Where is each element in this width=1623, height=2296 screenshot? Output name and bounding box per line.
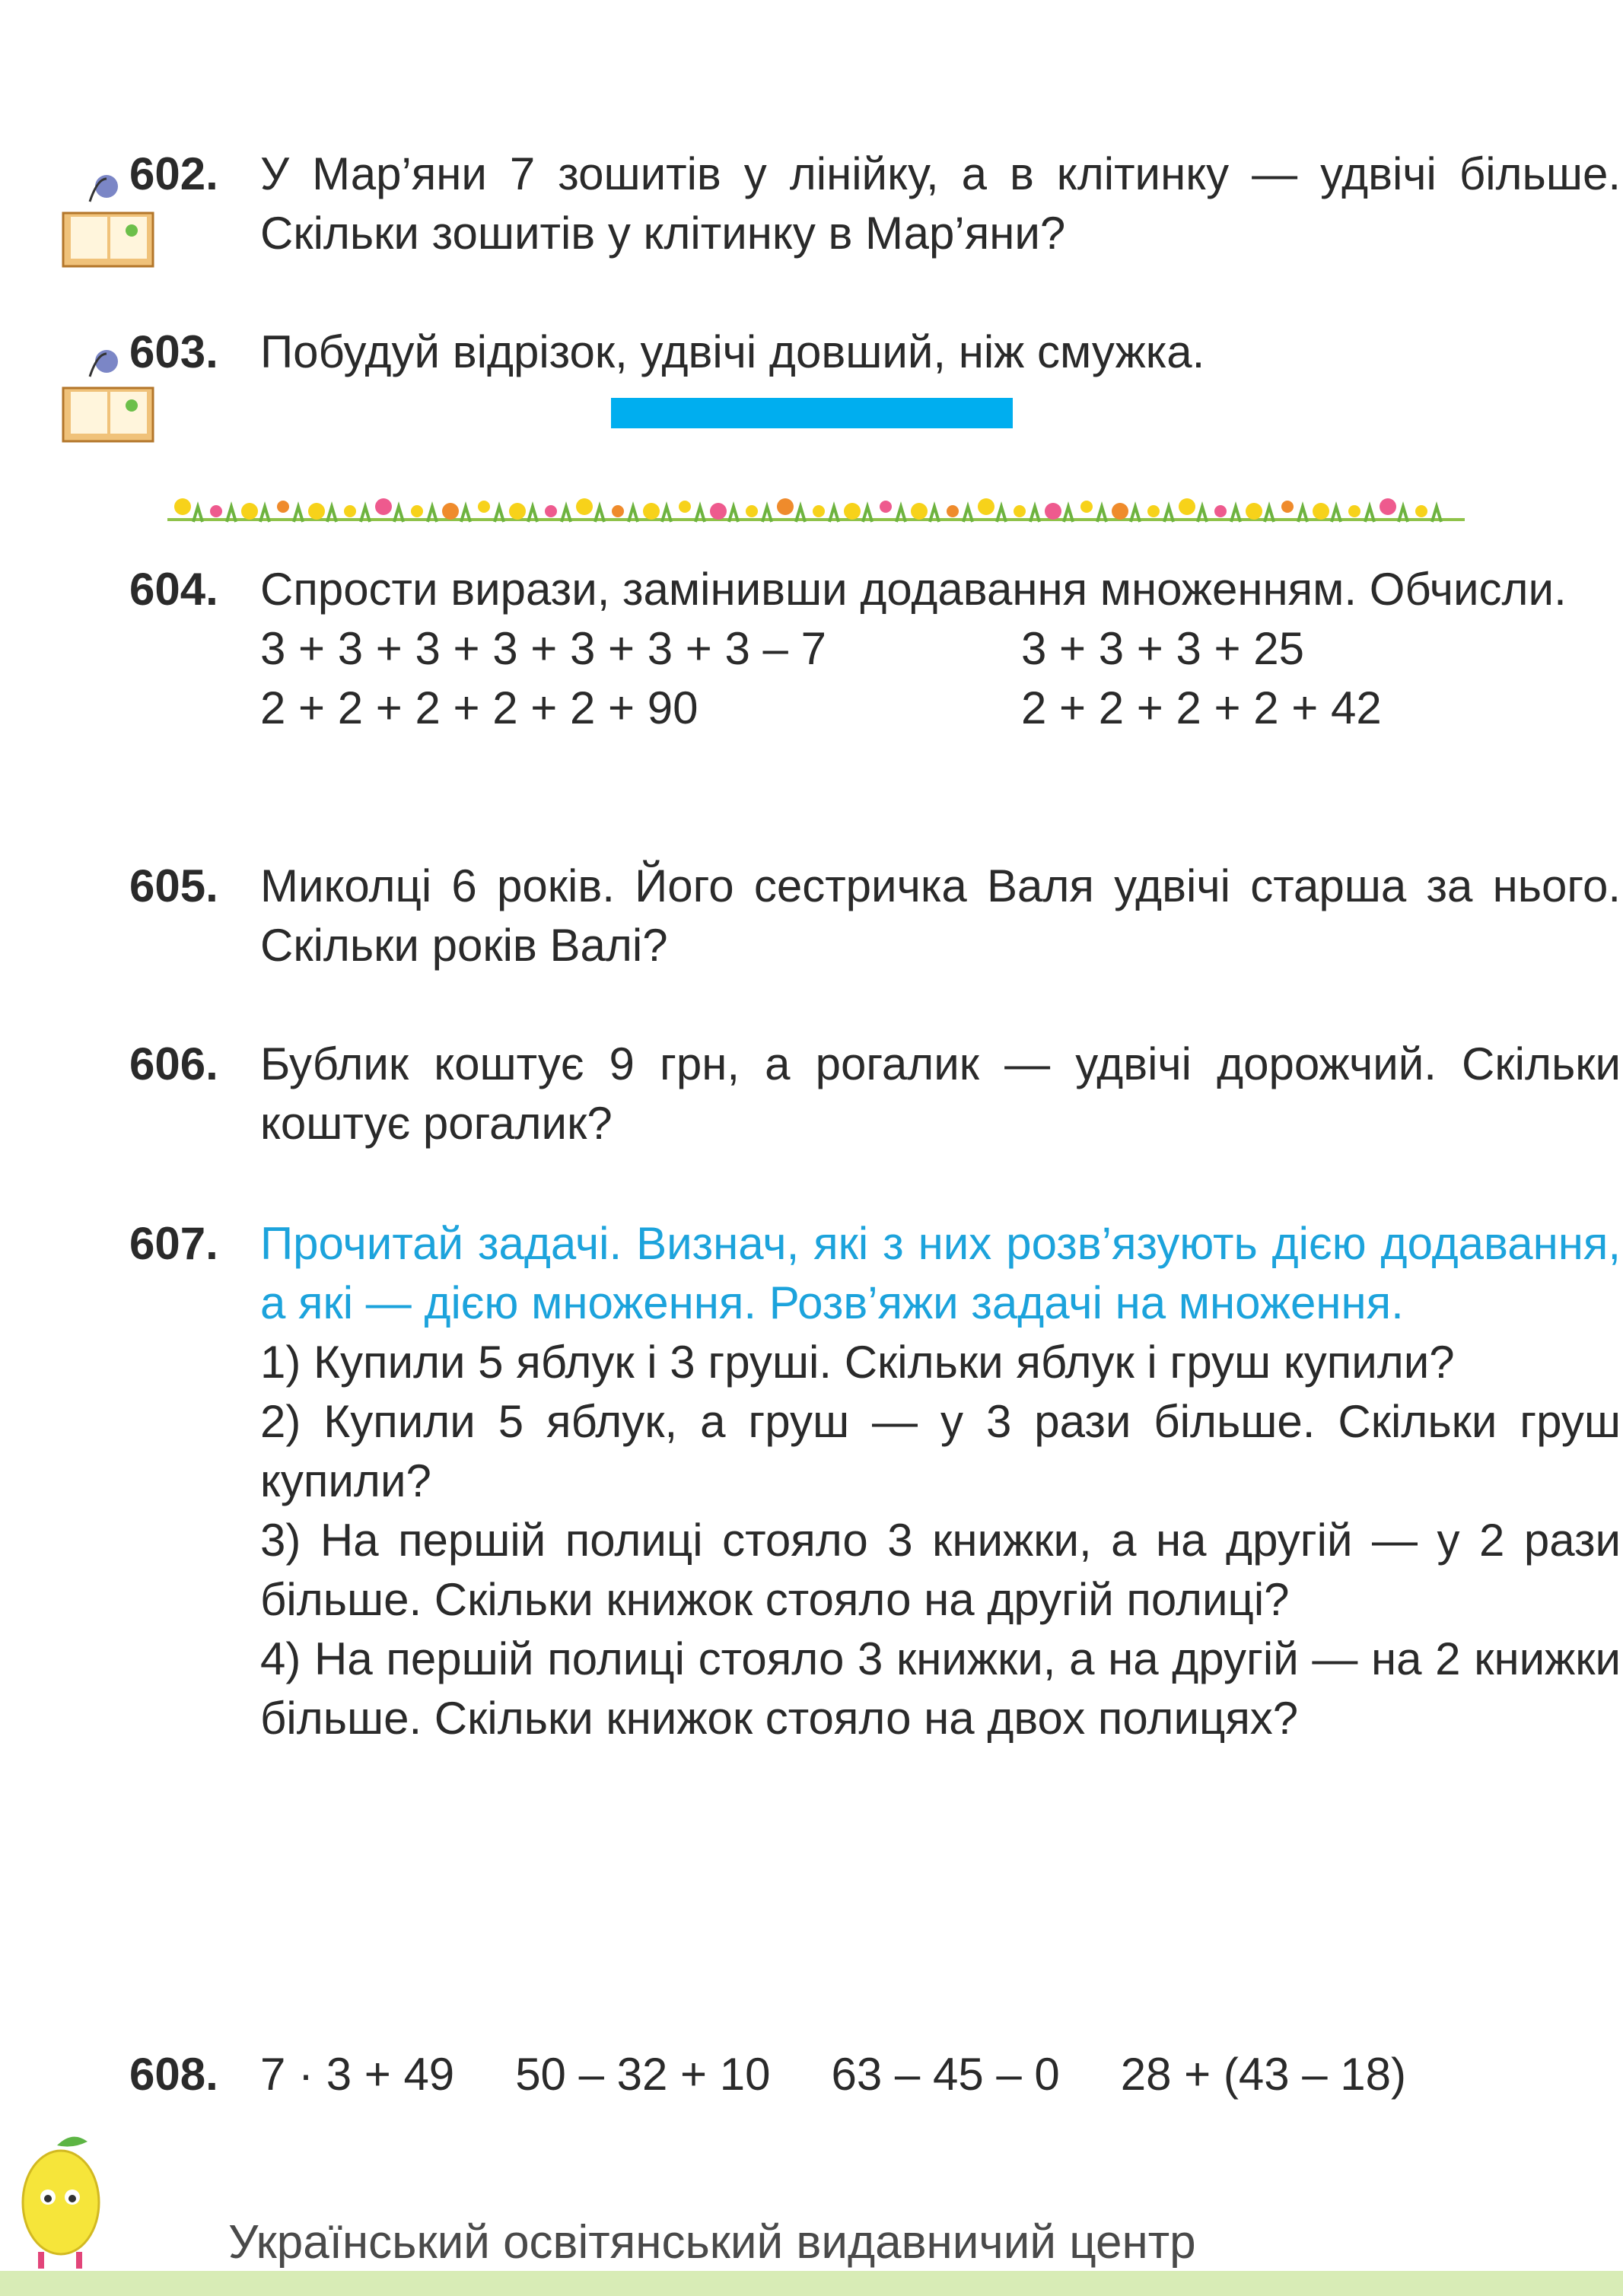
task-text: Бублик коштує 9 грн, а рогалик — удвічі дорожчий. Скільки коштує рогалик? [260, 1038, 1621, 1149]
sub-task: 2) Купили 5 яблук, а груш — у 3 рази більше. Скільки груш купили? [260, 1396, 1621, 1506]
expressions-row [260, 679, 1621, 738]
blue-strip [611, 398, 1013, 428]
task-number: 608. [129, 2049, 218, 2100]
task-number: 603. [129, 326, 218, 377]
task-instruction: Прочитай задачі. Визнач, які з них розв’язують дією додавання, а які — дією множення. Розв’яжи задачі на множення. [260, 1218, 1621, 1328]
task-text: У Мар’яни 7 зошитів у лінійку, а в клітинку — удвічі більше. Скільки зошитів у клітинку в Мар’яни? [260, 148, 1621, 259]
expression: 3 + 3 + 3 + 3 + 3 + 3 + 3 – 7 [260, 623, 826, 674]
expression: 50 – 32 + 10 [515, 2049, 771, 2100]
expression: 3 + 3 + 3 + 25 [1021, 623, 1304, 674]
task-text: Спрости вирази, замінивши додавання множенням. Обчисли. 3 + 3 + 3 + 3 + 3 + 3 + 3 – 7 3 + 3 + 3 + 25 2 + 2 + 2 + 2 + 2 + 90 2 + 2 + 2 + 2 + 42 [260, 560, 1621, 738]
task-text [260, 1214, 1621, 1748]
publisher-name: Український освітянський видавничий центр [228, 2216, 1196, 2269]
sub-task: 3) На першій полиці стояло 3 книжки, а на другій — у 2 рази більше. Скільки книжок стояло на другій полиці? [260, 1515, 1621, 1625]
expression: 7 · 3 + 49 [260, 2049, 455, 2100]
lemon-mascot-icon [11, 2130, 110, 2275]
footer-band [0, 2271, 1623, 2296]
expression: 2 + 2 + 2 + 2 + 42 [1021, 682, 1382, 733]
sub-task: 1) Купили 5 яблук і 3 груші. Скільки яблук і груш купили? [260, 1337, 1455, 1388]
task-number: 604. [129, 564, 218, 615]
task-number: 606. [129, 1038, 218, 1089]
task-text: Побудуй відрізок, удвічі довший, ніж смужка. [260, 326, 1205, 377]
expressions-row [260, 2045, 1621, 2104]
task-number: 605. [129, 860, 218, 911]
expression: 28 + (43 – 18) [1120, 2049, 1407, 2100]
expressions-row [260, 619, 1621, 679]
task-number: 602. [129, 148, 218, 199]
task-text: Миколці 6 років. Його сестричка Валя удвічі старша за нього. Скільки років Валі? [260, 860, 1621, 971]
flower-divider [137, 478, 1495, 539]
sub-task: 4) На першій полиці стояло 3 книжки, а на другій — на 2 книжки більше. Скільки книжок стояло на двох полицях? [260, 1633, 1621, 1744]
expression: 2 + 2 + 2 + 2 + 2 + 90 [260, 682, 699, 733]
task-number: 607. [129, 1218, 218, 1269]
expression: 63 – 45 – 0 [831, 2049, 1060, 2100]
task-text [260, 2045, 1621, 2104]
